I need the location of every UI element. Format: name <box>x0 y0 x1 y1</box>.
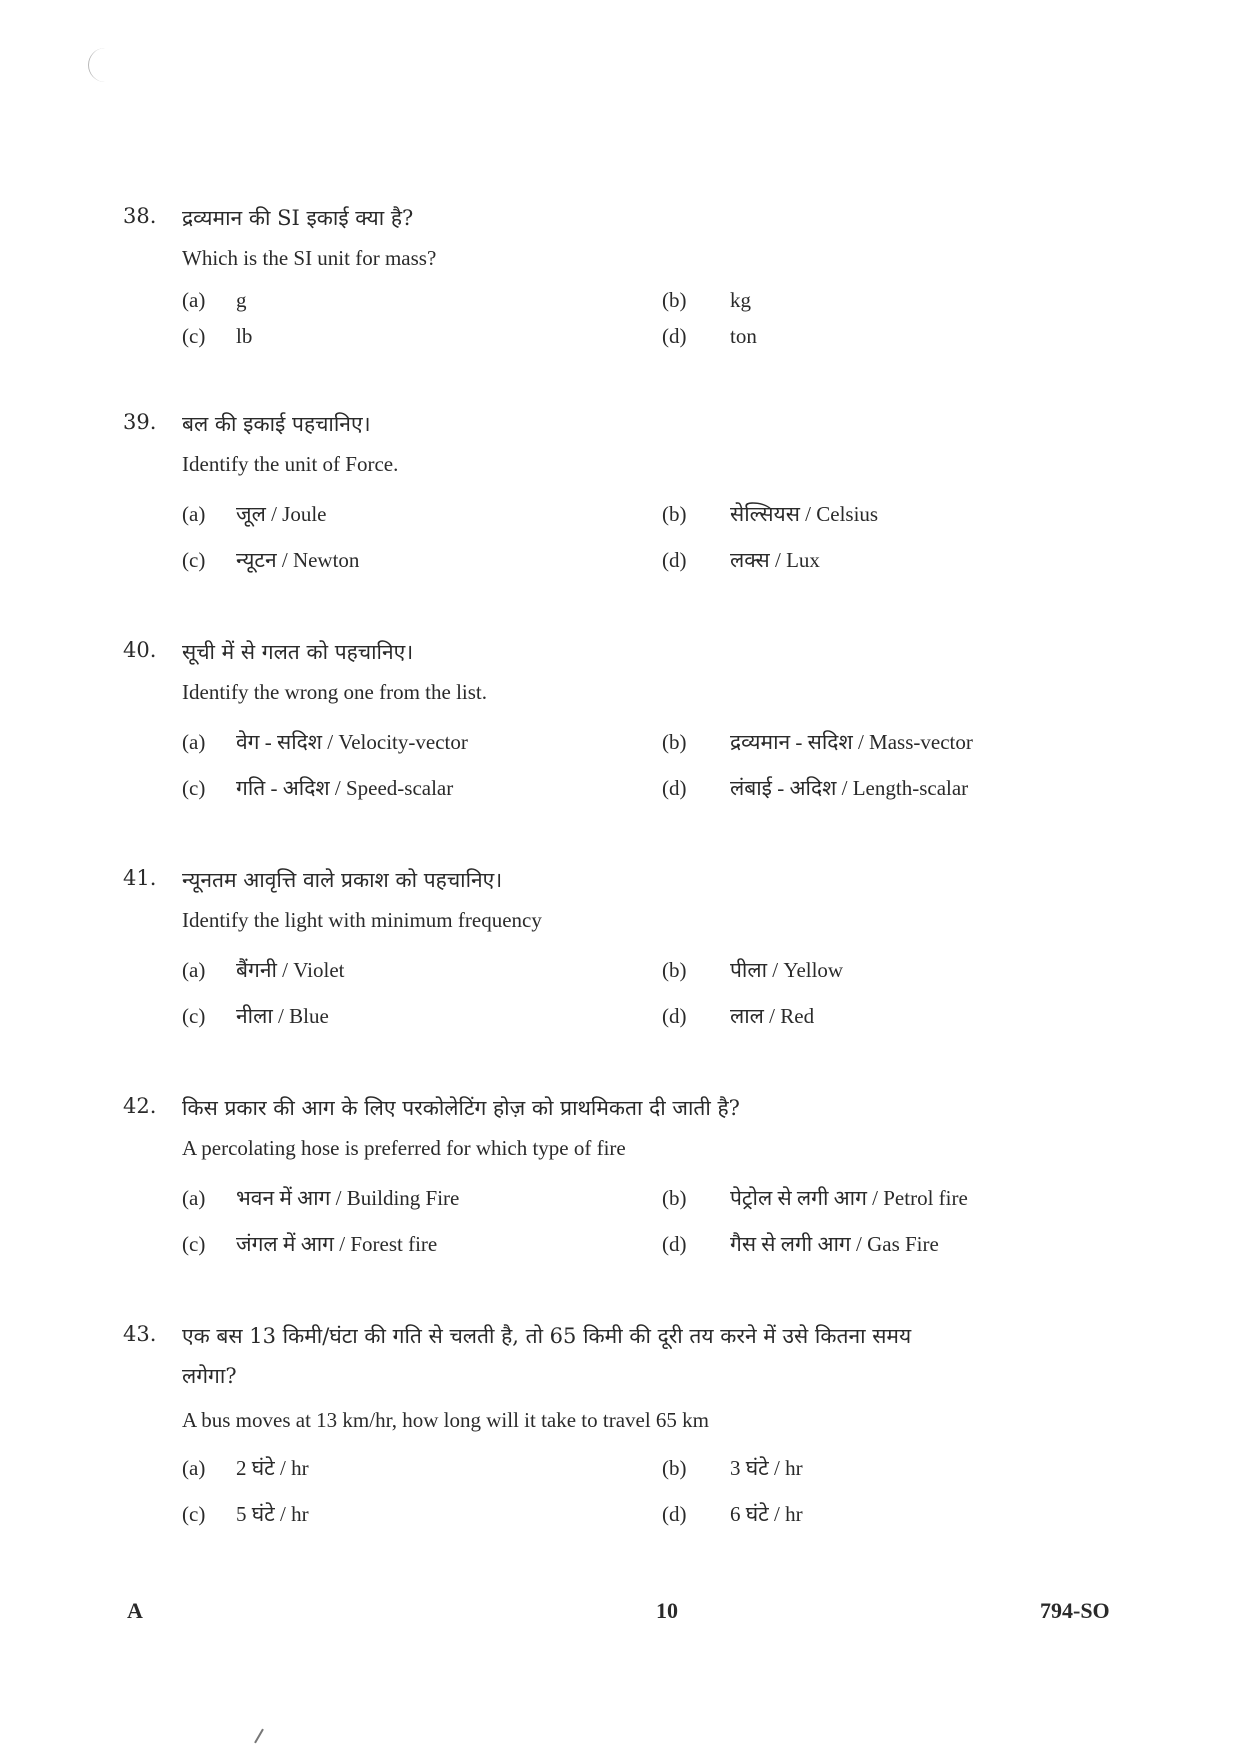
option-text: गैस से लगी आग / Gas Fire <box>730 1232 939 1256</box>
question-number: 42. <box>123 1094 157 1118</box>
option-label: (b) <box>662 502 687 526</box>
option-b[interactable] <box>662 500 878 528</box>
option-a[interactable] <box>182 956 344 984</box>
question-hindi: बल की इकाई पहचानिए। <box>182 412 371 436</box>
option-label: (d) <box>662 1232 687 1256</box>
option-a[interactable] <box>182 500 326 528</box>
option-d[interactable] <box>662 324 757 349</box>
option-text: lb <box>236 324 253 348</box>
option-label: (b) <box>662 730 687 754</box>
option-label: (c) <box>182 548 206 572</box>
option-text: लाल / Red <box>730 1004 815 1028</box>
question-english: Which is the SI unit for mass? <box>182 246 437 270</box>
question-hindi: किस प्रकार की आग के लिए परकोलेटिंग होज़ को प्राथमिकता दी जाती है? <box>182 1096 740 1120</box>
option-label: (d) <box>662 548 687 572</box>
option-label: (c) <box>182 1004 206 1028</box>
question-english: Identify the wrong one from the list. <box>182 680 488 704</box>
option-text: भवन में आग / Building Fire <box>236 1186 460 1210</box>
question-english: Identify the light with minimum frequency <box>182 908 542 932</box>
option-text: पेट्रोल से लगी आग / Petrol fire <box>730 1186 968 1210</box>
option-label: (c) <box>182 776 206 800</box>
question-english: A bus moves at 13 km/hr, how long will it take to travel 65 km <box>182 1408 710 1432</box>
option-text: 6 घंटे / hr <box>730 1502 803 1526</box>
option-b[interactable] <box>662 288 751 313</box>
question-english: Identify the unit of Force. <box>182 452 399 476</box>
question-number: 41. <box>123 866 157 890</box>
question-number: 38. <box>123 204 157 228</box>
pen-mark <box>254 1729 264 1744</box>
paper-code: 794-SO <box>1040 1598 1110 1623</box>
option-text: kg <box>730 288 751 312</box>
option-c[interactable] <box>182 546 359 574</box>
option-label: (d) <box>662 324 687 348</box>
question-hindi-continued: लगेगा? <box>182 1364 237 1388</box>
option-c[interactable] <box>182 1230 437 1258</box>
option-text: द्रव्यमान - सदिश / Mass-vector <box>730 730 973 754</box>
option-b[interactable] <box>662 1184 968 1212</box>
page-number: 10 <box>656 1598 678 1623</box>
question-number: 39. <box>123 410 157 434</box>
option-c[interactable] <box>182 1500 309 1528</box>
option-label: (a) <box>182 502 206 526</box>
option-a[interactable] <box>182 728 468 756</box>
option-b[interactable] <box>662 728 973 756</box>
option-label: (b) <box>662 958 687 982</box>
option-d[interactable] <box>662 1002 814 1030</box>
option-text: जंगल में आग / Forest fire <box>236 1232 438 1256</box>
question-hindi: द्रव्यमान की SI इकाई क्या है? <box>182 206 414 230</box>
option-label: (d) <box>662 1004 687 1028</box>
option-label: (c) <box>182 1502 206 1526</box>
option-label: (d) <box>662 776 687 800</box>
question-number: 43. <box>123 1322 157 1346</box>
option-c[interactable] <box>182 1002 329 1030</box>
option-label: (a) <box>182 288 206 312</box>
option-text: 3 घंटे / hr <box>730 1456 803 1480</box>
option-d[interactable] <box>662 1500 803 1528</box>
option-text: जूल / Joule <box>236 502 327 526</box>
option-text: लंबाई - अदिश / Length-scalar <box>730 776 969 800</box>
option-label: (a) <box>182 958 206 982</box>
option-text: g <box>236 288 247 312</box>
option-label: (c) <box>182 324 206 348</box>
option-text: 5 घंटे / hr <box>236 1502 309 1526</box>
option-label: (a) <box>182 1186 206 1210</box>
option-label: (a) <box>182 730 206 754</box>
option-text: ton <box>730 324 757 348</box>
option-c[interactable] <box>182 324 252 349</box>
option-text: सेल्सियस / Celsius <box>730 502 879 526</box>
option-text: बैंगनी / Violet <box>236 958 345 982</box>
option-text: वेग - सदिश / Velocity-vector <box>236 730 468 754</box>
option-c[interactable] <box>182 774 453 802</box>
question-hindi: न्यूनतम आवृत्ति वाले प्रकाश को पहचानिए। <box>182 868 503 892</box>
option-label: (b) <box>662 288 687 312</box>
option-label: (b) <box>662 1186 687 1210</box>
question-hindi: सूची में से गलत को पहचानिए। <box>182 640 414 664</box>
series-code: A <box>127 1598 143 1623</box>
option-text: न्यूटन / Newton <box>236 548 360 572</box>
option-d[interactable] <box>662 546 820 574</box>
question-english: A percolating hose is preferred for which type of fire <box>182 1136 626 1160</box>
option-d[interactable] <box>662 1230 939 1258</box>
option-a[interactable] <box>182 1454 309 1482</box>
option-label: (c) <box>182 1232 206 1256</box>
scan-mark <box>88 48 107 82</box>
question-number: 40. <box>123 638 157 662</box>
option-d[interactable] <box>662 774 968 802</box>
option-label: (b) <box>662 1456 687 1480</box>
option-a[interactable] <box>182 288 247 313</box>
option-text: 2 घंटे / hr <box>236 1456 309 1480</box>
option-text: नीला / Blue <box>236 1004 329 1028</box>
option-a[interactable] <box>182 1184 459 1212</box>
option-b[interactable] <box>662 956 843 984</box>
option-text: लक्स / Lux <box>730 548 820 572</box>
option-label: (a) <box>182 1456 206 1480</box>
option-b[interactable] <box>662 1454 803 1482</box>
option-text: गति - अदिश / Speed-scalar <box>236 776 454 800</box>
option-text: पीला / Yellow <box>730 958 844 982</box>
option-label: (d) <box>662 1502 687 1526</box>
question-hindi: एक बस 13 किमी/घंटा की गति से चलती है, तो 65 किमी की दूरी तय करने में उसे कितना समय <box>182 1324 912 1348</box>
